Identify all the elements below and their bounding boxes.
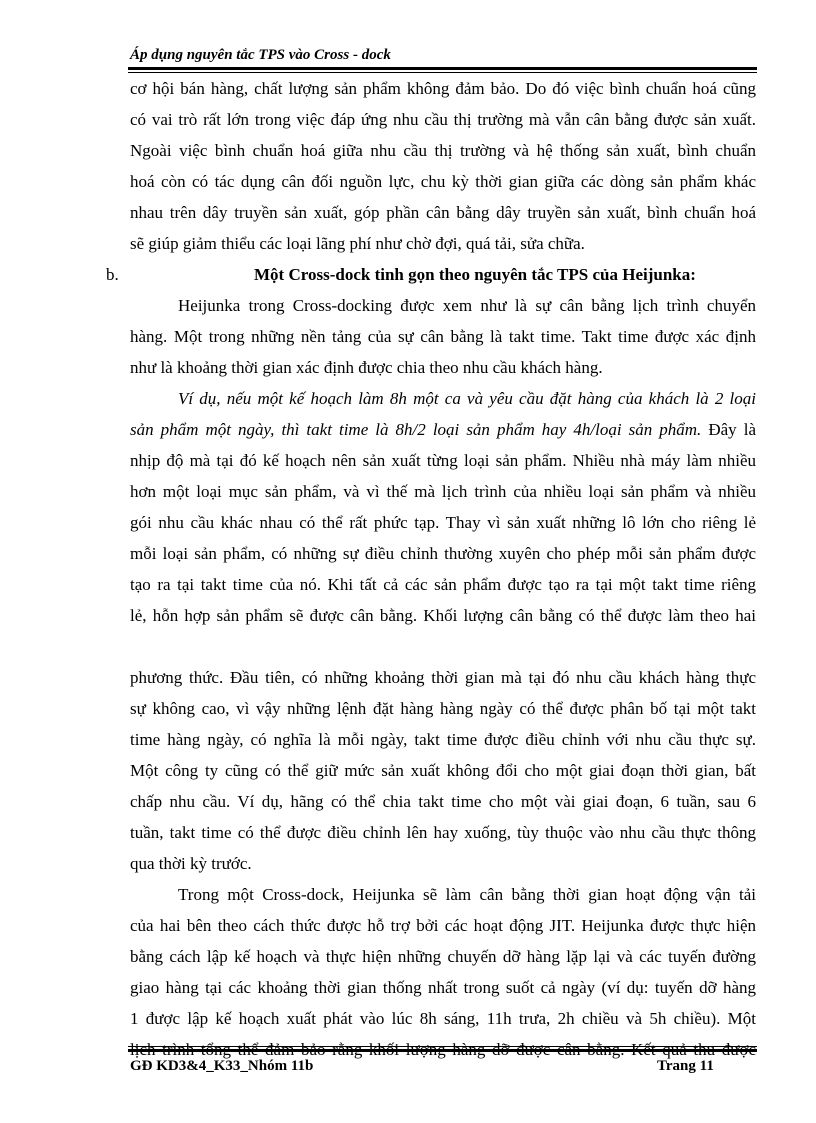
text-line: Trong một Cross-dock, Heijunka sẽ làm cân bằng thời gian hoạt động vận tải	[178, 885, 756, 904]
text-line: hơn một loại mục sản phẩm, và vì thế mà lịch trình của nhiều loại sản phẩm và nhiều	[130, 482, 756, 501]
text-line: nhau trên dây truyền sản xuất, góp phần cân bằng dây truyền sản xuất, bình chuẩn hoá	[130, 203, 756, 222]
text-line: chấp nhu cầu. Ví dụ, hãng có thể chia takt time cho một vài giai đoạn, 6 tuần, sau 6	[130, 792, 756, 811]
text-line: hoá còn có tác dụng cân đối nguồn lực, chu kỳ thời gian giữa các dòng sản phẩm khác	[130, 172, 756, 191]
text-line: nhịp độ mà tại đó kế hoạch nên sản xuất từng loại sản phẩm. Nhiều nhà máy làm nhiều	[130, 451, 756, 470]
text-line: hàng. Một trong những nền tảng của sự cân bằng là takt time. Takt time được xác định	[130, 327, 756, 346]
text-line: cơ hội bán hàng, chất lượng sản phẩm không đảm bảo. Do đó việc bình chuẩn hoá cũng	[130, 79, 756, 98]
header-rule	[128, 67, 757, 70]
text-line: gói nhu cầu khác nhau có thể rất phức tạp. Thay vì sản xuất những lô lớn cho riêng lẻ	[130, 513, 756, 532]
text-line: tuần, takt time có thể được điều chỉnh lên hay xuống, tùy thuộc vào nhu cầu thực thông	[130, 823, 756, 842]
text-line: giao hàng tại các khoảng thời gian thống nhất trong suốt cả ngày (ví dụ: tuyến dỡ hàng	[130, 978, 756, 997]
text-line: time hàng ngày, có nghĩa là mỗi ngày, takt time được điều chỉnh với nhu cầu thực sự.	[130, 730, 756, 749]
text-line: mỗi loại sản phẩm, có những sự điều chỉnh thường xuyên cho phép mỗi sản phẩm được	[130, 544, 756, 563]
text-line: như là khoảng thời gian xác định được chia theo nhu cầu khách hàng.	[130, 358, 603, 377]
footer-rule	[128, 1049, 757, 1052]
section-title: Một Cross-dock tinh gọn theo nguyên tắc TPS của Heijunka:	[254, 265, 696, 284]
text-line: bằng cách lập kế hoạch và thực hiện những chuyến dỡ hàng lặp lại và các tuyến đường	[130, 947, 756, 966]
text-line: Một công ty cũng có thể giữ mức sản xuất không đổi cho một giai đoạn thời gian, bất	[130, 761, 756, 780]
section-letter: b.	[106, 265, 119, 284]
italic-span: sản phẩm một ngày, thì takt time là 8h/2 loại sản phẩm hay 4h/loại sản phẩm.	[130, 420, 702, 439]
header-title: Áp dụng nguyên tắc TPS vào Cross - dock	[130, 47, 391, 63]
text-line: Ngoài việc bình chuẩn hoá giữa nhu cầu thị trường và hệ thống sản xuất, bình chuẩn	[130, 141, 756, 160]
text-line: tạo ra tại takt time của nó. Khi tất cả các sản phẩm được tạo ra tại một takt time riêng	[130, 575, 756, 594]
normal-span: Đây là	[701, 420, 756, 439]
text-line-mixed	[130, 419, 756, 441]
text-line: phương thức. Đầu tiên, có những khoảng thời gian mà tại đó nhu cầu khách hàng thực	[130, 668, 756, 687]
header-rule-thin	[128, 72, 757, 73]
text-line: của hai bên theo cách thức được hỗ trợ bởi các hoạt động JIT. Heijunka được thực hiện	[130, 916, 756, 935]
footer-rule-thin	[128, 1046, 757, 1047]
footer-page-number: Trang 11	[657, 1058, 714, 1074]
text-line: 1 được lập kế hoạch xuất phát vào lúc 8h sáng, 11h trưa, 2h chiều và 5h chiều). Một	[130, 1009, 756, 1028]
text-line: lẻ, hỗn hợp sản phẩm sẽ được cân bằng. Khối lượng cân bằng có thể được làm theo hai	[130, 606, 756, 625]
footer-group-label: GĐ KD3&4_K33_Nhóm 11b	[130, 1058, 314, 1074]
text-line: qua thời kỳ trước.	[130, 854, 252, 873]
text-line-italic: Ví dụ, nếu một kế hoạch làm 8h một ca và yêu cầu đặt hàng của khách là 2 loại	[178, 389, 756, 408]
text-line: sự không cao, vì vậy những lệnh đặt hàng hàng ngày có thể được phân bố tại một takt	[130, 699, 756, 718]
text-line: có vai trò rất lớn trong việc đáp ứng nhu cầu thị trường mà vẫn cân bằng được sản xuất.	[130, 110, 756, 129]
text-line: Heijunka trong Cross-docking được xem như là sự cân bằng lịch trình chuyển	[178, 296, 756, 315]
text-line: sẽ giúp giảm thiểu các loại lãng phí như chờ đợi, quá tải, sửa chữa.	[130, 234, 585, 253]
